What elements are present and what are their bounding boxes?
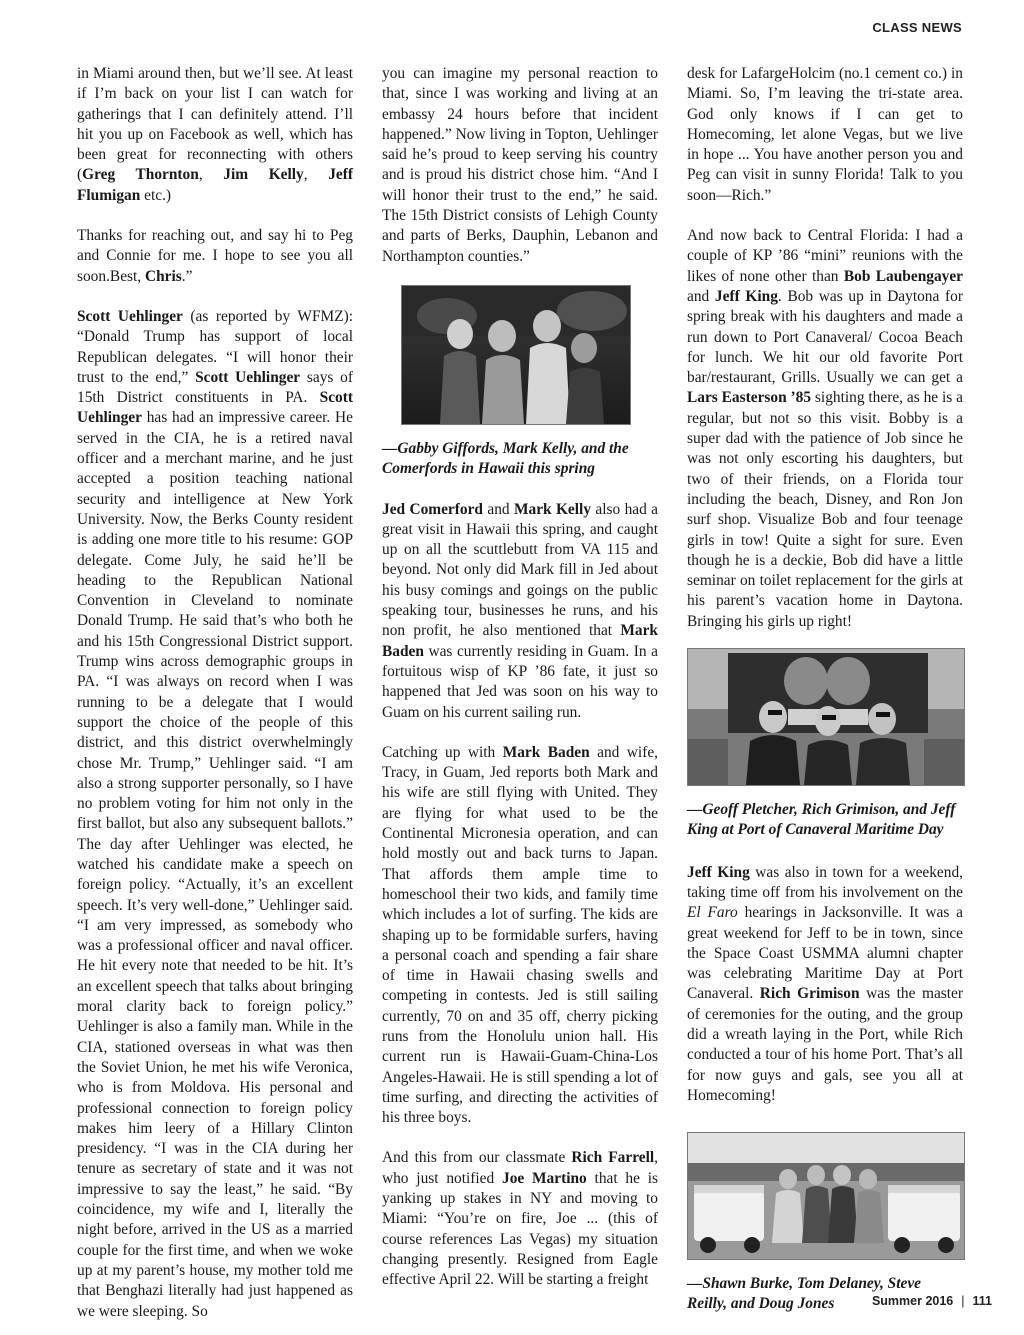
paragraph-jeff-king: Jeff King was also in town for a weekend, taking time off from his involvement on the El Faro hearings in Jacksonville. It was a great weekend for Jeff to be in town, since the Space Coast USMMA alumni chapter was celebrating Maritime Day at Port Canaveral. Rich Grimison was the master of ceremonies for the outing, and the group did a wreath laying in the Port, while Rich conducted a tour of his home Port. That’s all for now guys and gals, see you all at Homecoming! [687, 863, 963, 1104]
paragraph-uehlinger: Scott Uehlinger (as reported by WFMZ): “Donald Trump has support of local Republican delegates. “I will honor their trust to the end,” Scott Uehlinger says of 15th District constituents in PA. Scott Uehlinger has had an impressive career. He served in the CIA, he is a retired naval officer and a merchant marine, and he just accepted a position teaching national security and intelligence at New York University. Now, the Berks County resident is adding one more title to his resume: GOP delegate. Come July, he said he’ll be heading to the Republican National Convention in Cleveland to nominate Donald Trump. He said that’s who both he and his 15th Congressional District support. Trump wins across demographic groups in PA. “I was always on record when I was running to be a delegate that I would support the choice of the people of this district, and this district overwhelmingly chose Mr. Trump,” Uehlinger said. “I am also a strong supporter personally, so I have no problem voting for him not only in the first ballot, but also any subsequent ballots.” The day after Uehlinger was elected, he watched his candidate make a speech on foreign policy. “Actually, it’s an excellent speech. It’s very well-done,” Uehlinger said. “I am very impressed, as somebody who was a professional officer and naval officer. He hit every note that needed to be hit. It’s an excellent speech that talks about bringing moral clarity back to foreign policy.” Uehlinger is also a family man. While in the CIA, stationed overseas in what was then the Soviet Union, he met his wife Veronica, who is from Moldova. His personal and professional connection to foreign policy makes him leery of a Hillary Clinton presidency. “I was in the CIA during her tenure as secretary of state and it was not impressive to say the least,” he said. “By coincidence, my wife and I, literally the night before, arrived in the US as a married couple for the first time, and when we woke up at my parent’s house, my mother told me that Benghazi literally had just happened as we were sleeping. So [77, 307, 353, 1320]
photo-caption: —Geoff Pletcher, Rich Grimison, and Jeff King at Port of Canaveral Maritime Day [687, 801, 956, 839]
photo-hawaii-image [402, 286, 630, 424]
photo-maritime-day [687, 648, 965, 786]
name-bold: Jeff Flumigan [77, 166, 353, 204]
name-bold: Lars Easterson ’85 [687, 389, 812, 407]
section-header: CLASS NEWS [872, 20, 962, 35]
name-bold: Greg Thornton [82, 166, 199, 184]
paragraph-central-florida: And now back to Central Florida: I had a couple of KP ’86 “mini” reunions with the likes of none other than Bob Laubengayer and Jeff King. Bob was up in Daytona for spring break with his daughters and made a run down to Port Canaveral/ Cocoa Beach for lunch. We hit our old favorite Port bar/restaurant, Grills. Usually we can get a Lars Easterson ’85 sighting there, as he is a regular, but not so this visit. Bobby is a super dad with the patience of Job since he was not only escorting his daughters, but two of their friends, on a Florida tour including the beach, Disney, and Ron Jon surf shop. Visualize Bob and four teenage girls in tow! Quite a sight for sure. Even though he is a deckie, Bob did have a little seminar on toilet replacement for the girls at his parent’s vacation home in Daytona. Bringing his girls up right! [687, 227, 964, 630]
name-bold: Chris [144, 267, 182, 285]
photo-hawaii [401, 285, 631, 425]
photo-caption: —Shawn Burke, Tom Delaney, Steve Reilly, and Doug Jones [687, 1275, 922, 1313]
name-bold: Jeff King [687, 863, 750, 881]
name-bold: Mark Kelly [513, 500, 592, 518]
paragraph-uehlinger-cont: you can imagine my personal reaction to that, since I was working and living at an embassy 24 hours before that incident happened.” Now living in Topton, Uehlinger said he’s proud to keep serving his country and is proud his district chose him. “And I will honor their trust to the end,” he said. The 15th District consists of Lehigh County and parts of Berks, Dauphin, Lebanon and Northampton counties.” [382, 65, 658, 265]
column-3 [687, 64, 963, 1335]
page-footer [872, 1294, 992, 1308]
name-bold: Jeff King [714, 287, 778, 305]
paragraph-chris-letter: in Miami around then, but we’ll see. At least if I’m back on your list I can watch for gatherings that I can definitely attend. I’ll hit you up on Facebook as well, which has been great for reconnecting with others (Greg Thornton, Jim Kelly, Jeff Flumigan etc.) [77, 65, 353, 204]
name-bold: Scott Uehlinger [77, 389, 353, 427]
vessel-name: El Faro [687, 904, 738, 922]
name-bold: Scott Uehlinger [195, 368, 301, 386]
name-bold: Joe Martino [502, 1169, 587, 1187]
paragraph-baden: Catching up with Mark Baden and wife, Tracy, in Guam, Jed reports both Mark and his wife are still flying with United. They are flying for what used to be the Continental Micronesia operation, and can hold mostly out and back turns to Japan. That affords them ample time to homeschool their two kids, and family time which includes a lot of surfing. The kids are shaping up to be formidable surfers, having a personal coach and spending a fair share of time in Hawaii chasing swells and competing in contests. Jed is still sailing currently, 70 on and 35 off, cherry picking runs from the Honolulu union hall. His current run is Hawaii-Guam-China-Los Angeles-Hawaii. He is still spending a lot of time surfing, and directing the activities of his three boys. [382, 743, 658, 1127]
name-bold: Mark Baden [382, 622, 658, 660]
name-bold: Bob Laubengayer [843, 267, 964, 285]
photo-caption: —Gabby Giffords, Mark Kelly, and the Comerfords in Hawaii this spring [382, 439, 629, 478]
paragraph-chris-closing: Thanks for reaching out, and say hi to Peg and Connie for me. I hope to see you all soon.Best, Chris.” [77, 227, 353, 285]
paragraph-comerford: Jed Comerford and Mark Kelly also had a great visit in Hawaii this spring, and caught up on all the scuttlebutt from VA 115 and beyond. Not only did Mark fill in Jed about his busy comings and goings on the public speaking tour, businesses he runs, and his non profit, he also mentioned that Mark Baden was currently residing in Guam. In a fortuitous wisp of KP ’86 fate, it just so happened that Jed was soon on his way to Guam on his current sailing run. [382, 500, 659, 721]
name-bold: Rich Grimison [759, 985, 860, 1003]
issue-label: Summer 2016 [871, 1294, 954, 1308]
page-number: 111 [972, 1294, 992, 1308]
photo-golf-outing [687, 1132, 965, 1260]
photo-maritime-day-image [688, 649, 964, 785]
name-bold: Rich Farrell [571, 1149, 655, 1167]
name-bold: Jim Kelly [223, 166, 304, 184]
paragraph-farrell-cont: desk for LafargeHolcim (no.1 cement co.) in Miami. So, I’m leaving the tri-state area. God only knows if I can get to Homecoming, let alone Vegas, but we live in hope ... You have another person you and Peg can visit in sunny Florida! Talk to you soon—Rich.” [687, 65, 963, 204]
column-2 [382, 64, 658, 1291]
name-bold: Scott Uehlinger [77, 307, 183, 325]
footer-separator: | [961, 1294, 965, 1308]
name-bold: Mark Baden [502, 743, 590, 761]
photo-golf-outing-image [688, 1133, 964, 1259]
column-1 [77, 64, 353, 1322]
name-bold: Jed Comerford [382, 500, 483, 518]
paragraph-farrell: And this from our classmate Rich Farrell, who just notified Joe Martino that he is yanking up stakes in NY and moving to Miami: “You’re on fire, Joe ... (this of course references Las Vegas) my situation changing presently. Resigned from Eagle effective April 22. Will be starting a freight [382, 1149, 659, 1289]
